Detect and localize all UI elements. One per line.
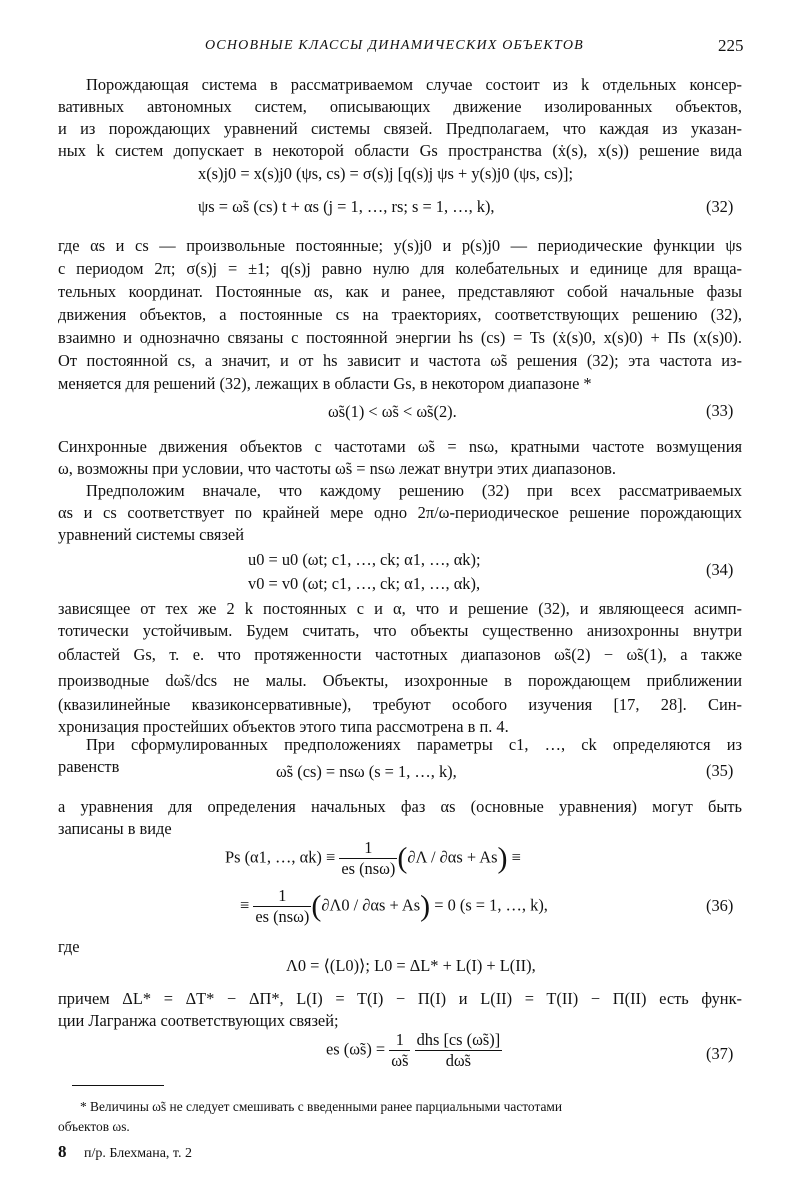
equation-32-line-2: ψs = ω̃s (cs) t + αs (j = 1, …, rs; s = 1, …, k),	[198, 197, 495, 216]
eq37-lhs: es (ω̃s) =	[326, 1039, 386, 1059]
signature-mark: 8	[58, 1142, 67, 1161]
equation-lambda: Λ0 = ⟨(L0)⟩; L0 = ΔL* + L(I) + L(II),	[286, 956, 536, 975]
text-line: вативных автономных систем, описывающих движение изолированных объектов,	[58, 97, 742, 116]
equation-32-line-1: x(s)j0 = x(s)j0 (ψs, cs) = σ(s)j [q(s)j ψs + y(s)j0 (ψs, cs)];	[198, 164, 574, 183]
text-line: зависящее от тех же 2 k постоянных c и α, что и решение (32), и являющееся асимп-	[58, 599, 742, 618]
text-line: уравнений системы связей	[58, 525, 244, 544]
eq36-numerator: 1	[253, 886, 311, 907]
text-line: тельных координат. Постоянные αs, как и ранее, представляют собой начальные фазы	[58, 282, 742, 301]
eq36-lhs: Ps (α1, …, αk) ≡	[225, 847, 336, 867]
eq37-numerator: 1	[389, 1030, 410, 1051]
text-line: взаимно и однозначно связаны с постоянной энергии hs (cs) = Ts (ẋ(s)0, x(s)0) + Πs (x(s)0).	[58, 328, 742, 347]
eq36-inner-2: ∂Λ0 / ∂αs + As	[321, 895, 421, 915]
text-line: движения объектов, а постоянные cs на траекториях, соответствующих решению (32),	[58, 305, 742, 324]
text-line: хронизация простейших объектов этого типа рассмотрена в п. 4.	[58, 717, 509, 736]
footer-text: п/р. Блехмана, т. 2	[84, 1146, 193, 1161]
equation-34-line-1: u0 = u0 (ωt; c1, …, ck; α1, …, αk);	[248, 550, 481, 569]
page-footer	[58, 1142, 192, 1162]
paragraph-8	[58, 988, 742, 1032]
eq37-derivative-numerator: dhs [cs (ω̃s)]	[416, 1030, 501, 1049]
text-line: областей Gs, т. е. что протяженности частотных диапазонов ω̃s(2) − ω̃s(1), а также	[58, 645, 742, 664]
text-line: Синхронные движения объектов с частотами ω̃s = nsω, кратными частоте возмущения	[58, 437, 742, 456]
text-line: меняется для решений (32), лежащих в области Gs, в некотором диапазоне *	[58, 374, 592, 393]
equation-number-37: (37)	[706, 1044, 734, 1063]
footnote	[58, 1097, 778, 1137]
text-line: где αs и cs — произвольные постоянные; y(s)j0 и p(s)j0 — периодические функции ψs	[58, 236, 742, 255]
text-line: равенств	[58, 757, 120, 776]
paragraph-7	[58, 796, 742, 840]
eq36-tail: = 0 (s = 1, …, k),	[434, 895, 548, 915]
text-line: Порождающая система в рассматриваемом случае состоит из k отдельных консер-	[86, 75, 742, 94]
equation-37	[326, 1030, 502, 1071]
equation-33: ω̃s(1) < ω̃s < ω̃s(2).	[328, 402, 457, 421]
text-line: ных k систем допускает в некоторой области Gs пространства (ẋ(s), x(s)) решение вида	[58, 141, 742, 160]
eq36-denominator: es (nsω)	[255, 907, 310, 926]
paragraph-3	[58, 436, 742, 480]
eq37-fraction-2	[415, 1030, 503, 1071]
eq37-denominator: ω̃s	[391, 1051, 409, 1070]
footnote-rule	[72, 1085, 164, 1086]
text-line: При сформулированных предположениях параметры c1, …, ck определяются из	[86, 735, 742, 754]
where-label: где	[58, 937, 80, 956]
equation-number-35: (35)	[706, 761, 734, 780]
equation-36-line-1: Ps (α1, …, αk) ≡ $\frac{1}{\text{es (nsω)}}$ (∂Λ / ∂αs + As) ≡	[225, 838, 521, 878]
text-line: От постоянной cs, а значит, и от hs зависит и частота ω̃s решения (32); эта частота из-	[58, 351, 742, 370]
equation-number-32: (32)	[706, 197, 734, 216]
footnote-line: объектов ωs.	[58, 1119, 130, 1134]
paragraph-4	[58, 480, 742, 546]
equation-34-line-2: v0 = v0 (ωt; c1, …, ck; α1, …, αk),	[248, 574, 481, 593]
eq37-derivative-denominator: dω̃s	[445, 1051, 472, 1070]
eq36-denominator: es (nsω)	[341, 859, 396, 878]
equation-36-line-2: ≡ $\frac{1}{\text{es (nsω)}}$ (∂Λ0 / ∂αs + As) = 0 (s = 1, …, k),	[240, 886, 548, 926]
text-line: ω, возможны при условии, что частоты ω̃s = nsω лежат внутри этих диапазонов.	[58, 459, 616, 478]
eq36-fraction	[339, 838, 397, 879]
eq36-numerator: 1	[339, 838, 397, 859]
eq37-fraction-1	[389, 1030, 410, 1071]
paragraph-2	[58, 234, 742, 395]
text-line: αs и cs соответствует по крайней мере одно 2π/ω-периодическое решение порождающих	[58, 503, 742, 522]
footnote-line: * Величины ω̃s не следует смешивать с введенными ранее парциальными частотами	[80, 1099, 563, 1114]
equation-number-33: (33)	[706, 401, 734, 420]
text-line: с периодом 2π; σ(s)j = ±1; q(s)j равно нулю для колебательных и единице для враща-	[58, 259, 742, 278]
text-line: Предположим вначале, что каждому решению (32) при всех рассматриваемых	[86, 481, 742, 500]
equation-35: ω̃s (cs) = nsω (s = 1, …, k),	[276, 762, 457, 781]
text-line: и из порождающих уравнений системы связей. Предполагаем, что каждая из указан-	[58, 119, 742, 138]
text-line: записаны в виде	[58, 819, 172, 838]
text-line: ции Лагранжа соответствующих связей;	[58, 1011, 339, 1030]
text-line: тотически устойчивым. Будем считать, что объекты существенно анизохронны внутри	[58, 621, 742, 640]
equation-number-36: (36)	[706, 896, 734, 915]
equation-number-34: (34)	[706, 560, 734, 579]
paragraph-5	[58, 598, 742, 738]
eq36-inner-1: ∂Λ / ∂αs + As	[407, 847, 498, 867]
text-line: (квазилинейные квазиконсервативные), требуют особого изучения [17, 28]. Син-	[58, 695, 742, 714]
page-number: 225	[718, 36, 744, 55]
page-header	[0, 36, 796, 60]
eq36-fraction-2	[253, 886, 311, 927]
text-line: производные dω̃s/dcs не малы. Объекты, изохронные в порождающем приближении	[58, 671, 742, 690]
text-line: а уравнения для определения начальных фаз αs (основные уравнения) могут быть	[58, 797, 742, 816]
running-title: ОСНОВНЫЕ КЛАССЫ ДИНАМИЧЕСКИХ ОБЪЕКТОВ	[205, 38, 584, 53]
paragraph-1	[58, 74, 742, 162]
text-line: причем ΔL* = ΔT* − ΔΠ*, L(I) = T(I) − Π(I) и L(II) = T(II) − Π(II) есть функ-	[58, 989, 742, 1008]
